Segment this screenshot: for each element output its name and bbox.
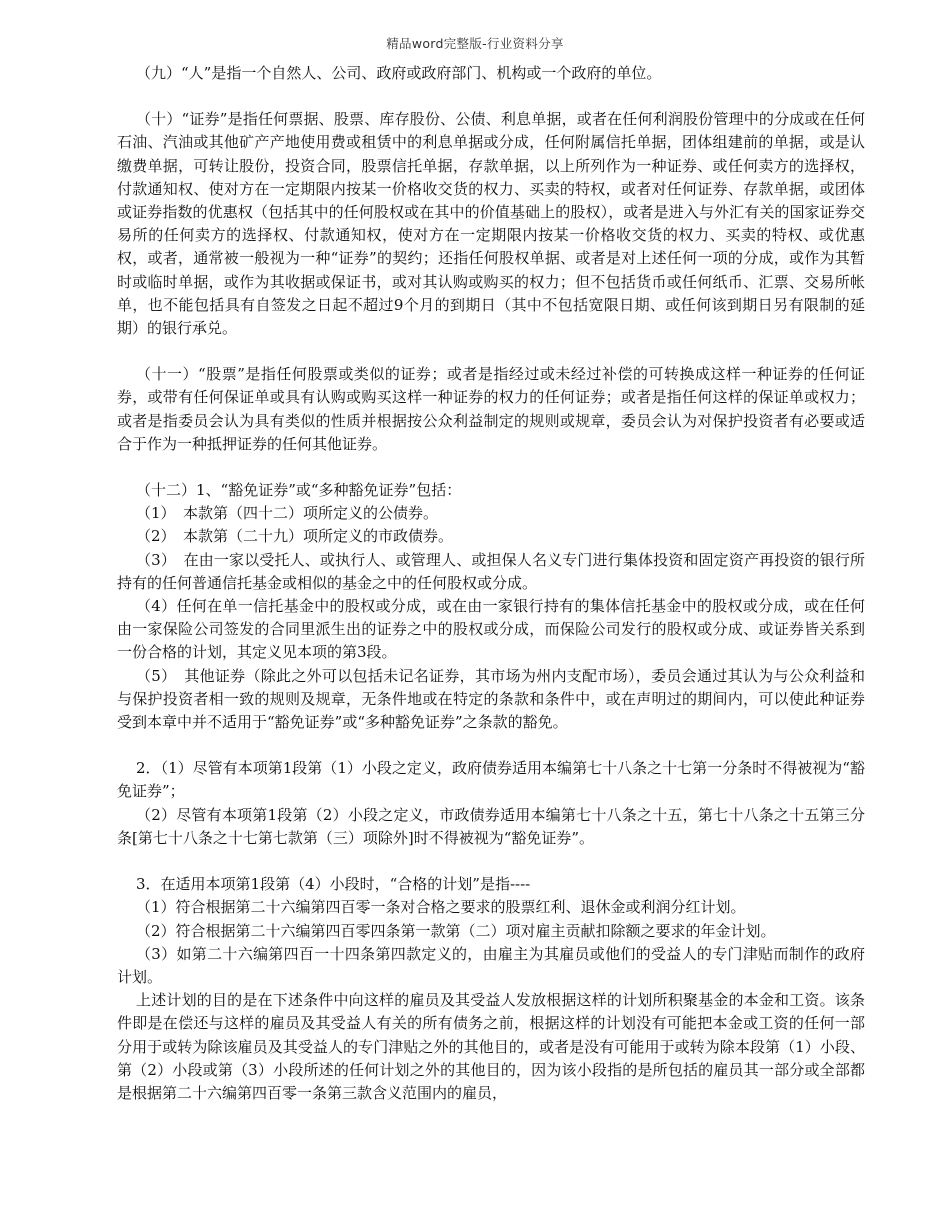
paragraph-12-1: （1） 本款第（四十二）项所定义的公债券。: [136, 504, 439, 523]
paragraph-gap: [117, 85, 865, 108]
page-header: 精品word完整版-行业资料分享: [386, 36, 564, 51]
paragraph-12-4: （4）任何在单一信托基金中的股权或分成，或在由一家银行持有的集体信托基金中的股权或分成，或在任何由一家保险公司签发的合同里派生出的证券之中的股权或分成，而保险公司发行的股权或分成、或证券皆关系到一份合格的计划，其定义见本项的第3段。: [117, 597, 865, 662]
paragraph-2-1: 2．（1）尽管有本项第1段第（1）小段之定义，政府债券适用本编第七十八条之十七第一分条时不得被视为“豁免证券”；: [117, 759, 865, 801]
paragraph-3-3: （3）如第二十六编第四百一十四条第四款定义的，由雇主为其雇员或他们的受益人的专门津贴而制作的政府计划。: [117, 944, 865, 986]
paragraph-3-intro: 3．在适用本项第1段第（4）小段时，“合格的计划”是指----: [136, 875, 531, 894]
paragraph-12-2: （2） 本款第（二十九）项所定义的市政债券。: [136, 527, 454, 546]
document-body: [117, 62, 865, 1105]
paragraph-gap: [117, 850, 865, 873]
paragraph-11: （十一）“股票”是指任何股票或类似的证券；或者是指经过或未经过补偿的可转换成这样一种证券的任何证券，或带有任何保证单或具有认购或购买这样一种证券的权力的任何证券；或者是指任何这样的保证单或权力；或者是指委员会认为具有类似的性质并根据按公众利益制定的规则或规章，委员会认为对保护投资者有必要或适合于作为一种抵押证券的任何其他证券。: [117, 365, 865, 453]
paragraph-10: （十）“证券”是指任何票据、股票、库存股份、公债、利息单据，或者在任何利润股份管理中的分成或在任何石油、汽油或其他矿产产地使用费或租赁中的利息单据或分成，任何附属信托单据，团体组建前的单据，或是认缴费单据，可转让股份，投资合同，股票信托单据，存款单据，以上所列作为一种证券、或任何卖方的选择权，付款通知权、使对方在一定期限内按某一价格收交货的权力、买卖的特权，或者对任何证券、存款单据，或团体或证券指数的优惠权（包括其中的任何股权或在其中的价值基础上的股权），或者是进入与外汇有关的国家证券交易所的任何卖方的选择权、付款通知权，使对方在一定期限内按某一价格收交货的权力、买卖的特权、或优惠权，或者，通常被一般视为一种“证券”的契约；还指任何股权单据、或者是对上述任何一项的分成，或作为其暂时或临时单据，或作为其收据或保证书，或对其认购或购买的权力；但不包括货币或任何纸币、汇票、交易所帐单，也不能包括具有自签发之日起不超过9个月的到期日（其中不包括宽限日期、或任何该到期日另有限制的延期）的银行承兑。: [117, 110, 865, 338]
paragraph-3-1: （1）符合根据第二十六编第四百零一条对合格之要求的股票红利、退休金或利润分红计划。: [136, 898, 746, 917]
paragraph-12-intro: （十二）1、“豁免证券”或“多种豁免证券”包括：: [136, 481, 462, 500]
paragraph-3-tail: 上述计划的目的是在下述条件中向这样的雇员及其受益人发放根据这样的计划所积聚基金的本金和工资。该条件即是在偿还与这样的雇员及其受益人有关的所有债务之前，根据这样的计划没有可能把本金或工资的任何一部分用于或转为除该雇员及其受益人的专门津贴之外的其他目的，或者是没有可能用于或转为除本段第（1）小段、第（2）小段或第（3）小段所述的任何计划之外的其他目的，因为该小段指的是所包括的雇员其一部分或全部都是根据第二十六编第四百零一条第三款含义范围内的雇员，: [117, 991, 865, 1102]
paragraph-12-3: （3） 在由一家以受托人、或执行人、或管理人、或担保人名义专门进行集体投资和固定资产再投资的银行所持有的任何普通信托基金或相似的基金之中的任何股权或分成。: [117, 550, 865, 592]
paragraph-gap: [117, 340, 865, 363]
paragraph-gap: [117, 456, 865, 479]
paragraph-2-2: （2）尽管有本项第1段第（2）小段之定义，市政债券适用本编第七十八条之十五，第七十八条之十五第三分条[第七十八条之十七第七款第（三）项除外]时不得被视为“豁免证券”。: [117, 805, 865, 847]
paragraph-gap: [117, 734, 865, 757]
paragraph-12-5: （5） 其他证券（除此之外可以包括未记名证券，其市场为州内支配市场），委员会通过其认为与公众利益和与保护投资者相一致的规则及规章，无条件地或在特定的条款和条件中，或在声明过的期间内，可以使此种证券受到本章中并不适用于“豁免证券”或“多种豁免证券”之条款的豁免。: [117, 666, 865, 732]
paragraph-9: （九）“人”是指一个自然人、公司、政府或政府部门、机构或一个政府的单位。: [136, 64, 662, 82]
paragraph-3-2: （2）符合根据第二十六编第四百零四条第一款第（二）项对雇主贡献扣除额之要求的年金计划。: [136, 921, 776, 940]
